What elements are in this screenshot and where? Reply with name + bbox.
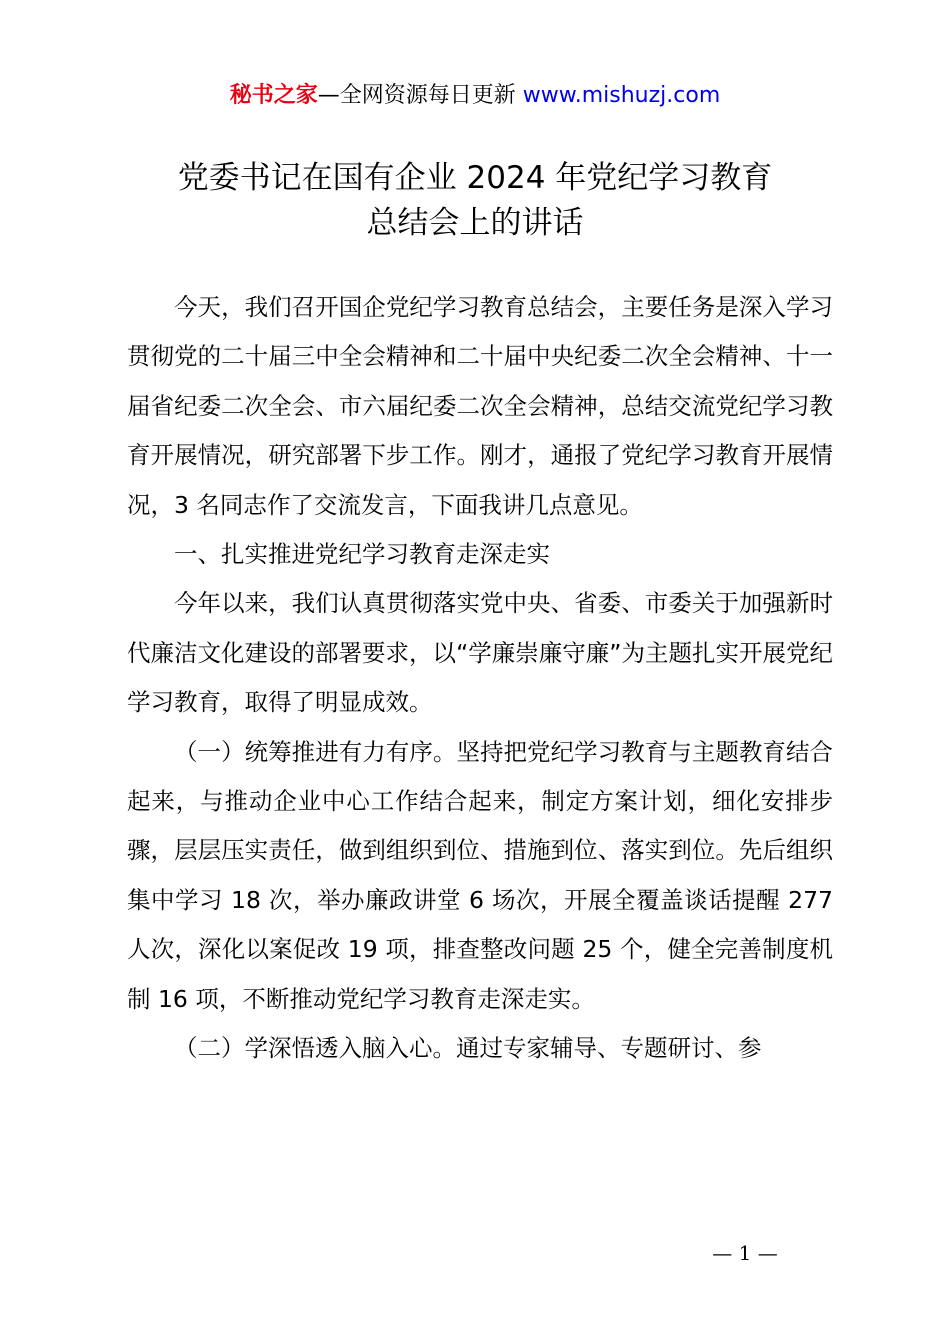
site-header-banner [0, 80, 950, 112]
header-tagline: —全网资源每日更新 [317, 83, 523, 108]
title-line-1: 党委书记在国有企业 2024 年党纪学习教育 [177, 160, 773, 196]
paragraph-subsection-1: （一）统筹推进有力有序。坚持把党纪学习教育与主题教育结合起来，与推动企业中心工作结合起来，制定方案计划，细化安排步骤，层层压实责任，做到组织到位、措施到位、落实到位。先后组织集中学习 18 次，举办廉政讲堂 6 场次，开展全覆盖谈话提醒 277 人次，深化以案促改 19 项，排查整改问题 25 个，健全完善制度机制 16 项，不断推动党纪学习教育走深走实。 [127, 737, 833, 1013]
paragraph-section-1-intro: 今年以来，我们认真贯彻落实党中央、省委、市委关于加强新时代廉洁文化建设的部署要求，以“学廉崇廉守廉”为主题扎实开展党纪学习教育，取得了明显成效。 [127, 589, 833, 717]
brand-name: 秘书之家 [229, 83, 318, 108]
page-number: — 1 — [712, 1241, 778, 1265]
paragraph-subsection-2: （二）学深悟透入脑入心。通过专家辅导、专题研讨、参 [174, 1034, 762, 1063]
document-body [127, 283, 833, 1074]
document-title [100, 156, 850, 246]
paragraph-intro: 今天，我们召开国企党纪学习教育总结会，主要任务是深入学习贯彻党的二十届三中全会精神和二十届中央纪委二次全会精神、十一届省纪委二次全会、市六届纪委二次全会精神，总结交流党纪学习教育开展情况，研究部署下步工作。刚才，通报了党纪学习教育开展情况，3 名同志作了交流发言，下面我讲几点意见。 [127, 293, 833, 519]
section-heading-1: 一、扎实推进党纪学习教育走深走实 [174, 540, 550, 569]
title-line-2: 总结会上的讲话 [366, 205, 584, 241]
website-link[interactable]: www.mishuzj.com [522, 83, 721, 108]
